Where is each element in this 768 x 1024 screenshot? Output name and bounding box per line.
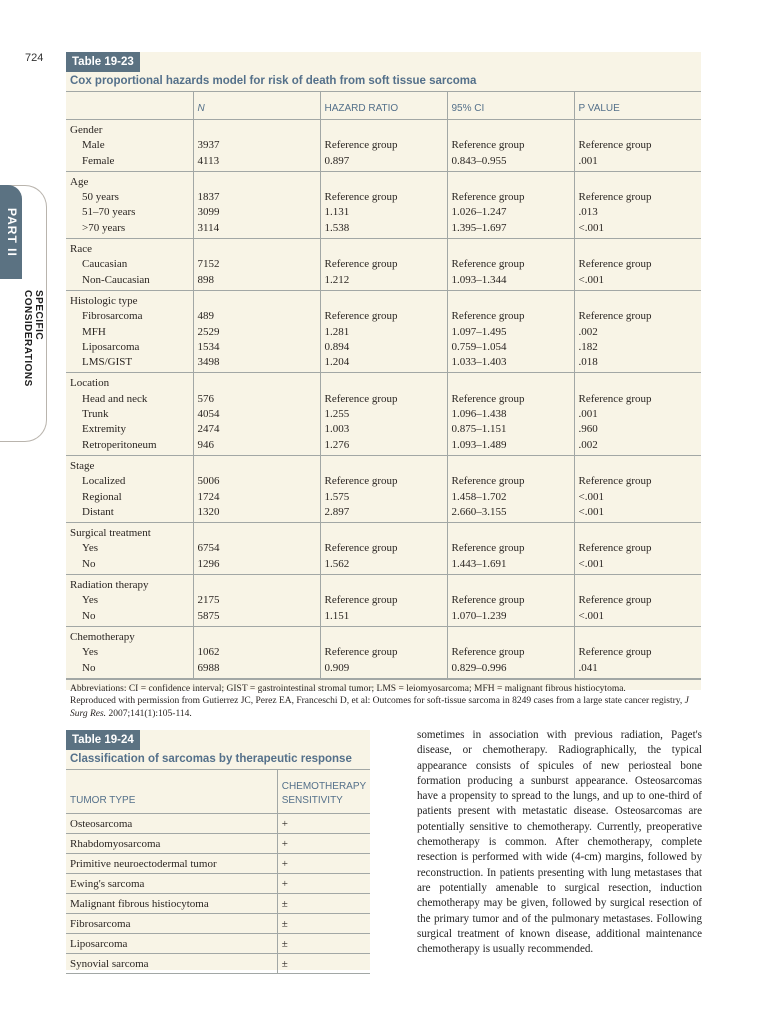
n-value: 898 — [193, 273, 320, 291]
empty-cell — [574, 455, 701, 474]
empty-cell — [193, 290, 320, 309]
table-row — [66, 894, 370, 914]
tumor-type: Malignant fibrous histiocytoma — [66, 894, 277, 914]
group-name: Race — [70, 243, 92, 256]
tumor-type: Synovial sarcoma — [66, 954, 277, 974]
empty-cell — [447, 120, 574, 139]
column-header-hazard-ratio: HAZARD RATIO — [320, 92, 447, 120]
row-label: Localized — [82, 475, 126, 488]
empty-cell — [447, 575, 574, 594]
group-name: Histologic type — [70, 294, 138, 307]
ci-value: 1.026–1.247 — [447, 205, 574, 220]
page-number: 724 — [25, 52, 44, 64]
sarcoma-response-table — [66, 730, 370, 970]
chemo-sensitivity: ± — [277, 914, 370, 934]
p-value: .001 — [574, 154, 701, 172]
ci-value: 1.458–1.702 — [447, 490, 574, 505]
table-footnote — [66, 679, 701, 721]
table-header-row — [66, 92, 701, 120]
row-label: Caucasian — [82, 258, 128, 271]
empty-cell — [447, 455, 574, 474]
chemo-sensitivity: + — [277, 854, 370, 874]
ci-value: 0.875–1.151 — [447, 422, 574, 437]
n-value: 1296 — [193, 557, 320, 575]
group-header-row — [66, 120, 701, 139]
table-row — [66, 490, 701, 505]
group-header-row — [66, 239, 701, 258]
hazard-ratio-value: Reference group — [320, 392, 447, 407]
empty-cell — [447, 239, 574, 258]
table-title: Cox proportional hazards model for risk of death from soft tissue sarcoma — [66, 72, 701, 92]
n-value: 4113 — [193, 154, 320, 172]
n-value: 1062 — [193, 645, 320, 660]
p-value: .001 — [574, 407, 701, 422]
empty-cell — [320, 626, 447, 645]
n-value: 2175 — [193, 593, 320, 608]
group-name: Stage — [70, 459, 95, 472]
row-label: Regional — [82, 490, 122, 503]
table-row — [66, 407, 701, 422]
p-value: <.001 — [574, 609, 701, 627]
group-name: Gender — [70, 124, 103, 136]
p-value: Reference group — [574, 257, 701, 272]
empty-cell — [574, 290, 701, 309]
group-header-row — [66, 455, 701, 474]
empty-cell — [320, 171, 447, 190]
n-value: 3114 — [193, 221, 320, 239]
n-value: 489 — [193, 309, 320, 324]
n-value: 946 — [193, 438, 320, 456]
hazard-ratio-value: 1.003 — [320, 422, 447, 437]
table-row — [66, 474, 701, 489]
empty-cell — [320, 373, 447, 392]
ci-value: 1.443–1.691 — [447, 557, 574, 575]
row-label: No — [66, 609, 193, 627]
row-label: Female — [66, 154, 193, 172]
p-value: Reference group — [574, 138, 701, 153]
table-row — [66, 854, 370, 874]
table-row — [66, 557, 701, 575]
row-label: Fibrosarcoma — [82, 310, 143, 323]
group-header-row — [66, 523, 701, 542]
sarcoma-table-grid — [66, 770, 370, 974]
table-row — [66, 257, 701, 272]
empty-cell — [320, 239, 447, 258]
n-value: 1837 — [193, 190, 320, 205]
empty-cell — [320, 120, 447, 139]
table-row — [66, 422, 701, 437]
hazard-ratio-value: 1.575 — [320, 490, 447, 505]
sarcoma-table-body — [66, 814, 370, 974]
table-row — [66, 438, 701, 456]
column-header — [66, 92, 193, 120]
hazard-ratio-value: 1.151 — [320, 609, 447, 627]
row-label: Distant — [66, 505, 193, 523]
empty-cell — [574, 171, 701, 190]
n-value: 7152 — [193, 257, 320, 272]
hazard-ratio-value: Reference group — [320, 257, 447, 272]
hazard-ratio-value: Reference group — [320, 138, 447, 153]
ci-value: Reference group — [447, 190, 574, 205]
group-name: Location — [70, 377, 110, 390]
ci-value: 1.093–1.489 — [447, 438, 574, 456]
group-name: Chemotherapy — [70, 630, 135, 643]
table-row — [66, 505, 701, 523]
table-row — [66, 954, 370, 974]
cox-hazards-table — [66, 52, 701, 719]
group-header-row — [66, 290, 701, 309]
p-value: Reference group — [574, 190, 701, 205]
table-row — [66, 874, 370, 894]
empty-cell — [193, 120, 320, 139]
empty-cell — [193, 575, 320, 594]
hazard-ratio-value: 0.909 — [320, 661, 447, 679]
table-row — [66, 355, 701, 373]
empty-cell — [447, 373, 574, 392]
tumor-type: Fibrosarcoma — [66, 914, 277, 934]
ci-value: Reference group — [447, 257, 574, 272]
group-header-row — [66, 575, 701, 594]
hazard-ratio-value: Reference group — [320, 541, 447, 556]
ci-value: 1.033–1.403 — [447, 355, 574, 373]
row-label: MFH — [82, 325, 106, 338]
hazard-ratio-value: Reference group — [320, 190, 447, 205]
row-label: Extremity — [82, 423, 126, 436]
section-label: SPECIFIC CONSIDERATIONS — [22, 290, 44, 387]
row-label: LMS/GIST — [66, 355, 193, 373]
group-header-row — [66, 373, 701, 392]
n-value: 2474 — [193, 422, 320, 437]
column-header-ci: 95% CI — [447, 92, 574, 120]
p-value: Reference group — [574, 392, 701, 407]
empty-cell — [320, 290, 447, 309]
group-name: Surgical treatment — [70, 527, 151, 540]
n-value: 1724 — [193, 490, 320, 505]
column-header-p-value: P VALUE — [574, 92, 701, 120]
row-label: No — [66, 661, 193, 679]
empty-cell — [574, 373, 701, 392]
table-row — [66, 138, 701, 153]
ci-value: 2.660–3.155 — [447, 505, 574, 523]
table-row — [66, 205, 701, 220]
empty-cell — [447, 626, 574, 645]
table-row — [66, 834, 370, 854]
hazard-ratio-value: 2.897 — [320, 505, 447, 523]
table-title: Classification of sarcomas by therapeutic response — [66, 750, 370, 770]
row-label: Head and neck — [82, 392, 148, 405]
p-value: .182 — [574, 340, 701, 355]
chemo-sensitivity: + — [277, 874, 370, 894]
cox-table-grid — [66, 92, 701, 679]
empty-cell — [574, 120, 701, 139]
row-label: Male — [82, 139, 105, 152]
table-label: Table 19-23 — [66, 52, 140, 72]
table-header-row — [66, 770, 370, 814]
hazard-ratio-value: 0.894 — [320, 340, 447, 355]
p-value: Reference group — [574, 541, 701, 556]
empty-cell — [574, 239, 701, 258]
empty-cell — [193, 455, 320, 474]
hazard-ratio-value: Reference group — [320, 309, 447, 324]
ci-value: 0.843–0.955 — [447, 154, 574, 172]
row-label: >70 years — [66, 221, 193, 239]
footnote-abbreviations: Abbreviations: CI = confidence interval; GIST = gastrointestinal stromal tumor; LMS = leiomyosarcoma; MFH = malignant fibrous histiocytoma. — [70, 683, 626, 694]
empty-cell — [320, 575, 447, 594]
row-label: Non-Caucasian — [66, 273, 193, 291]
table-row — [66, 325, 701, 340]
group-name: Radiation therapy — [70, 579, 149, 592]
p-value: .013 — [574, 205, 701, 220]
chemo-sensitivity: ± — [277, 934, 370, 954]
ci-value: Reference group — [447, 593, 574, 608]
p-value: <.001 — [574, 273, 701, 291]
row-label: Yes — [82, 646, 99, 659]
n-value: 3099 — [193, 205, 320, 220]
empty-cell — [193, 626, 320, 645]
cox-table-body — [66, 120, 701, 679]
hazard-ratio-value: Reference group — [320, 645, 447, 660]
p-value: .002 — [574, 438, 701, 456]
chemo-sensitivity: ± — [277, 954, 370, 974]
ci-value: 1.395–1.697 — [447, 221, 574, 239]
table-row — [66, 609, 701, 627]
table-row — [66, 541, 701, 556]
tumor-type: Rhabdomyosarcoma — [66, 834, 277, 854]
hazard-ratio-value: 1.538 — [320, 221, 447, 239]
p-value: .018 — [574, 355, 701, 373]
body-paragraph: sometimes in association with previous radiation, Paget's disease, or chemotherapy. Radiographically, the typical appearance consists of spicules of new periosteal bone formation producing a sunburst appearance. Osteosarcomas have a propensity to spread to the lungs, and up to one-third of patients present with metastatic disease. Osteosarcomas are potentially sensitive to chemotherapy. Currently, preoperative chemotherapy is common. After chemotherapy, complete resection is performed with wide (4-cm) margins, followed by reconstruction. In patients presenting with lung metastases that are potentially amenable to surgical resection, induction chemotherapy may be given, followed by surgical resection of the primary tumor and of the pulmonary metastases. Following surgical treatment of known disease, additional maintenance chemotherapy is usually recommended. — [417, 729, 702, 956]
empty-cell — [447, 290, 574, 309]
tumor-type: Ewing's sarcoma — [66, 874, 277, 894]
tumor-type: Osteosarcoma — [66, 814, 277, 834]
p-value: .041 — [574, 661, 701, 679]
row-label: Yes — [82, 542, 99, 555]
p-value: .002 — [574, 325, 701, 340]
n-value: 3937 — [193, 138, 320, 153]
empty-cell — [447, 523, 574, 542]
n-value: 3498 — [193, 355, 320, 373]
empty-cell — [193, 239, 320, 258]
footnote-journal: J Surg Res. — [70, 696, 689, 719]
ci-value: Reference group — [447, 645, 574, 660]
empty-cell — [193, 373, 320, 392]
ci-value: Reference group — [447, 309, 574, 324]
hazard-ratio-value: 1.276 — [320, 438, 447, 456]
table-row — [66, 340, 701, 355]
hazard-ratio-value: 1.281 — [320, 325, 447, 340]
n-value: 576 — [193, 392, 320, 407]
footnote-reproduction-text: Reproduced with permission from Gutierrez JC, Perez EA, Franceschi D, et al: Outcomes for soft-tissue sarcoma in 8249 cases from a large state cancer registry, — [70, 696, 683, 707]
hazard-ratio-value: 1.131 — [320, 205, 447, 220]
row-label: 51–70 years — [82, 206, 136, 219]
empty-cell — [574, 523, 701, 542]
p-value: <.001 — [574, 490, 701, 505]
n-value: 4054 — [193, 407, 320, 422]
empty-cell — [193, 523, 320, 542]
n-value: 2529 — [193, 325, 320, 340]
table-row — [66, 309, 701, 324]
group-header-row — [66, 626, 701, 645]
ci-value: 1.096–1.438 — [447, 407, 574, 422]
row-label: 50 years — [82, 191, 119, 204]
ci-value: 1.097–1.495 — [447, 325, 574, 340]
hazard-ratio-value: 0.897 — [320, 154, 447, 172]
ci-value: Reference group — [447, 541, 574, 556]
tumor-type: Primitive neuroectodermal tumor — [66, 854, 277, 874]
hazard-ratio-value: 1.255 — [320, 407, 447, 422]
part-label: PART II — [5, 207, 19, 257]
table-row — [66, 934, 370, 954]
empty-cell — [574, 626, 701, 645]
chemo-sensitivity: + — [277, 814, 370, 834]
n-value: 6988 — [193, 661, 320, 679]
hazard-ratio-value: Reference group — [320, 474, 447, 489]
hazard-ratio-value: 1.204 — [320, 355, 447, 373]
table-row — [66, 221, 701, 239]
row-label: Trunk — [82, 408, 109, 421]
hazard-ratio-value: 1.562 — [320, 557, 447, 575]
table-row — [66, 661, 701, 679]
ci-value: Reference group — [447, 138, 574, 153]
group-header-row — [66, 171, 701, 190]
empty-cell — [447, 171, 574, 190]
ci-value: Reference group — [447, 392, 574, 407]
table-row — [66, 190, 701, 205]
table-row — [66, 593, 701, 608]
table-row — [66, 273, 701, 291]
row-label: Retroperitoneum — [66, 438, 193, 456]
column-header-n: N — [193, 92, 320, 120]
table-row — [66, 914, 370, 934]
table-row — [66, 154, 701, 172]
row-label: No — [66, 557, 193, 575]
hazard-ratio-value: 1.212 — [320, 273, 447, 291]
n-value: 1320 — [193, 505, 320, 523]
ci-value: 0.759–1.054 — [447, 340, 574, 355]
row-label: Liposarcoma — [82, 340, 140, 353]
p-value: Reference group — [574, 645, 701, 660]
chemo-sensitivity: + — [277, 834, 370, 854]
p-value: <.001 — [574, 221, 701, 239]
p-value: Reference group — [574, 593, 701, 608]
empty-cell — [320, 455, 447, 474]
column-header-tumor-type: TUMOR TYPE — [66, 770, 277, 814]
group-name: Age — [70, 175, 89, 188]
table-label: Table 19-24 — [66, 730, 140, 750]
n-value: 5875 — [193, 609, 320, 627]
p-value: <.001 — [574, 557, 701, 575]
hazard-ratio-value: Reference group — [320, 593, 447, 608]
tumor-type: Liposarcoma — [66, 934, 277, 954]
table-row — [66, 814, 370, 834]
ci-value: Reference group — [447, 474, 574, 489]
ci-value: 1.093–1.344 — [447, 273, 574, 291]
n-value: 1534 — [193, 340, 320, 355]
footnote-citation: 2007;141(1):105-114. — [108, 708, 192, 719]
table-row — [66, 645, 701, 660]
chemo-sensitivity: ± — [277, 894, 370, 914]
table-row — [66, 392, 701, 407]
ci-value: 0.829–0.996 — [447, 661, 574, 679]
p-value: Reference group — [574, 309, 701, 324]
footnote-reproduction — [70, 695, 695, 720]
p-value: .960 — [574, 422, 701, 437]
row-label: Yes — [82, 594, 99, 607]
empty-cell — [574, 575, 701, 594]
p-value: <.001 — [574, 505, 701, 523]
n-value: 5006 — [193, 474, 320, 489]
column-header-chemo-sensitivity: CHEMOTHERAPY SENSITIVITY — [277, 770, 370, 814]
empty-cell — [193, 171, 320, 190]
empty-cell — [320, 523, 447, 542]
n-value: 6754 — [193, 541, 320, 556]
p-value: Reference group — [574, 474, 701, 489]
ci-value: 1.070–1.239 — [447, 609, 574, 627]
